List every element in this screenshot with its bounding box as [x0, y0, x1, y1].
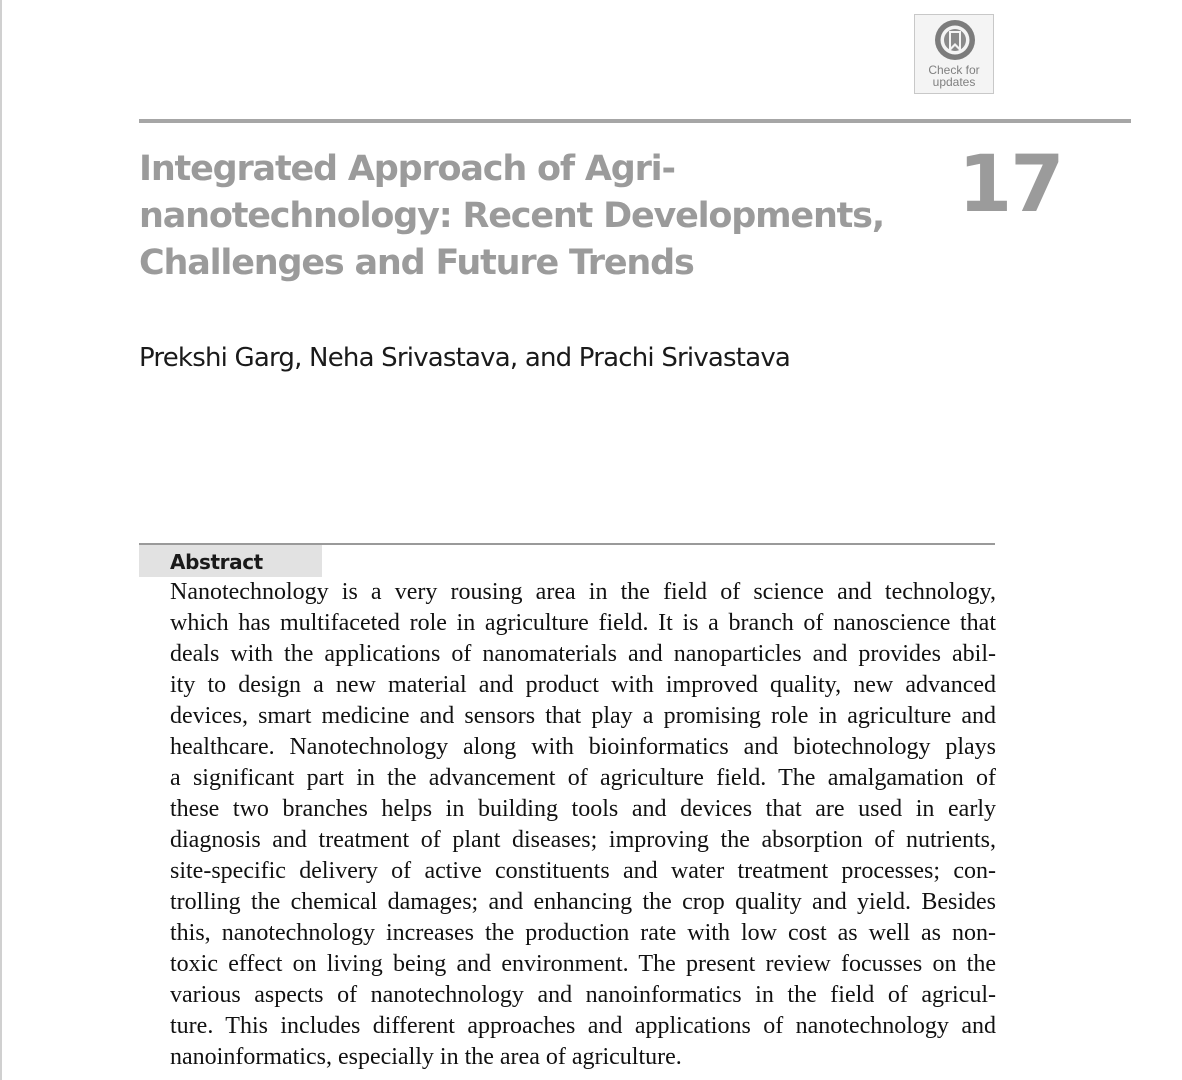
- crossmark-icon: [934, 19, 976, 61]
- check-for-updates-label: Check for updates: [928, 63, 980, 89]
- header-rule: [139, 119, 1131, 123]
- abstract-line: devices, smart medicine and sensors that play a promising role in agriculture and: [170, 703, 996, 729]
- abstract-line: a significant part in the advancement of agriculture field. The amalgamation of: [170, 765, 996, 791]
- author-list: Prekshi Garg, Neha Srivastava, and Prachi Srivastava: [139, 343, 791, 373]
- abstract-body: [170, 577, 996, 1073]
- abstract-line: toxic effect on living being and environment. The present review focusses on the: [170, 951, 996, 977]
- abstract-line: trolling the chemical damages; and enhancing the crop quality and yield. Besides: [170, 889, 996, 915]
- abstract-heading: Abstract: [170, 550, 263, 574]
- chapter-title-line: nanotechnology: Recent Developments,: [139, 196, 884, 236]
- abstract-line: ity to design a new material and product with improved quality, new advanced: [170, 672, 996, 698]
- abstract-line: site-specific delivery of active constituents and water treatment processes; con-: [170, 858, 996, 884]
- abstract-line: healthcare. Nanotechnology along with bioinformatics and biotechnology plays: [170, 734, 996, 760]
- abstract-line: diagnosis and treatment of plant diseases; improving the absorption of nutrients,: [170, 827, 996, 853]
- page-left-edge: [0, 0, 2, 1080]
- chapter-title-line: Integrated Approach of Agri-: [139, 149, 675, 189]
- chapter-title-line: Challenges and Future Trends: [139, 243, 694, 283]
- abstract-line: this, nanotechnology increases the production rate with low cost as well as non-: [170, 920, 996, 946]
- abstract-line: various aspects of nanotechnology and nanoinformatics in the field of agricul-: [170, 982, 996, 1008]
- abstract-line: which has multifaceted role in agriculture field. It is a branch of nanoscience that: [170, 610, 996, 636]
- chapter-number: 17: [958, 140, 1063, 230]
- chapter-title: [139, 146, 899, 287]
- abstract-line: ture. This includes different approaches and applications of nanotechnology and: [170, 1013, 996, 1039]
- abstract-line: nanoinformatics, especially in the area of agriculture.: [170, 1044, 682, 1070]
- abstract-line: Nanotechnology is a very rousing area in the field of science and technology,: [170, 579, 996, 605]
- abstract-line: these two branches helps in building tools and devices that are used in early: [170, 796, 996, 822]
- check-for-updates-badge[interactable]: [914, 14, 994, 94]
- abstract-line: deals with the applications of nanomaterials and nanoparticles and provides abil-: [170, 641, 996, 667]
